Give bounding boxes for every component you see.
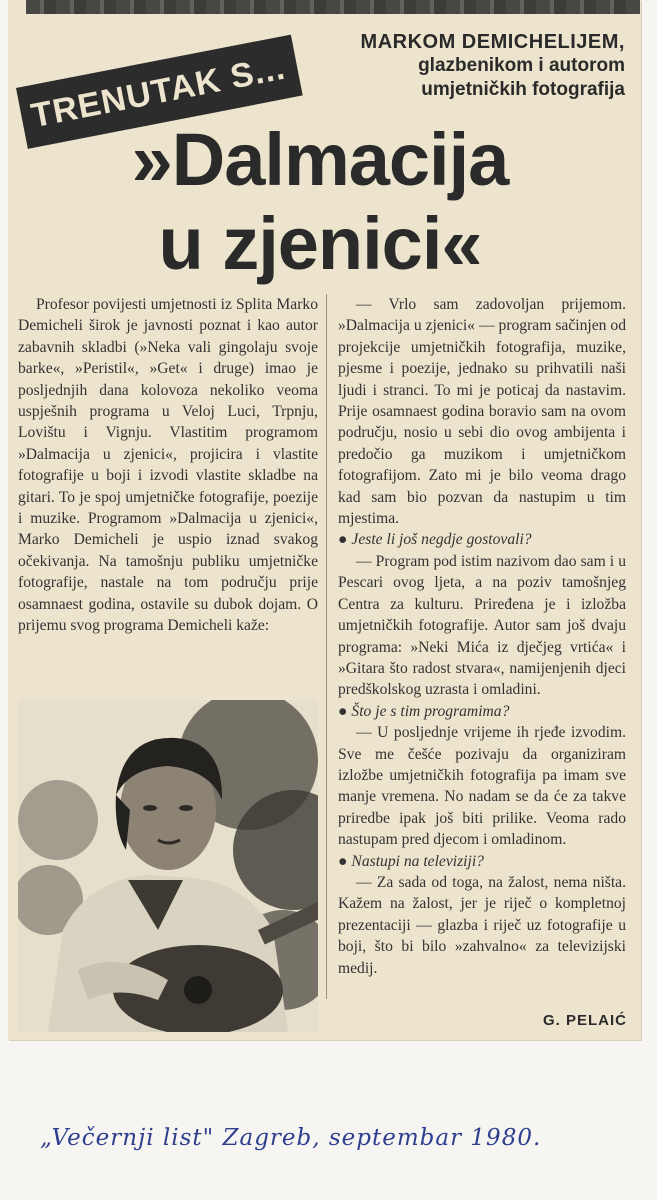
subject-line-2: glazbenikom i autorom: [418, 55, 625, 76]
question-4: [338, 851, 626, 872]
guitarist-photo-illustration: [18, 700, 318, 1032]
headline: [40, 118, 600, 286]
portrait-photo: [18, 700, 318, 1032]
column-divider: [326, 294, 327, 999]
subject-line-3: umjetničkih fotografija: [421, 79, 625, 100]
question-3: [338, 701, 626, 722]
subject-line-1: MARKOM DEMICHELIJEM,: [360, 31, 625, 53]
headline-line-2: u zjenici«: [158, 202, 482, 285]
answer-1: — Vrlo sam zadovoljan prijemom. »Dalmacija u zjenici« — program sačinjen od projekcije umjetničkih fotografija, muzike, pjesme i poezije, jednako su prihvatili naši ljudi i stranci. To mi je poticaj da nastavim. Prije osamnaest godina boravio sam na ovom području, nosio u sebi dio ovog ambijenta i predočio ga muzikom i umjetničkom fotografijom. Zato mi je bilo veoma drago kad sam bio pozvan da nastupim u tim mjestima.: [338, 296, 626, 528]
headline-line-1: »Dalmacija: [131, 118, 509, 201]
question-2: [338, 529, 626, 550]
question-2-text: Jeste li još negdje gostovali?: [351, 531, 532, 549]
torn-header-strip: [26, 0, 640, 14]
answer-3: — U posljednje vrijeme ih rjeđe izvodim. Sve me češće pozivaju da organiziram izložbe umjetničkih fotografija pa imam sve manje vremena. No nadam se da će za takve priredbe ipak još biti prilike. Veoma rado nastupam pred djecom i omladinom.: [338, 724, 626, 849]
intro-paragraph: Profesor povijesti umjetnosti iz Splita Marko Demicheli širok je javnosti poznat i kao autor zabavnih skladbi (»Neka vali gingolaju svoje barke«, »Peristil«, »Get« i druge) imao je posljednjih dana kolovoza nekoliko veoma uspješnih programa u Veloj Luci, Trpnju, Lovištu i Vignju. Vlastitim programom »Dalmacija u zjenici«, projicira i vlastite fotografije u boji i izvodi vlastite skladbe na gitari. To je spoj umjetničke fotografije, poezije i muzike. Programom »Dalmacija u zjenici«, Marko Demicheli je uspio iznad svakog očekivanja. Na tamošnju publiku umjetničke fotografije, nastale na tom području prije osamnaest godina, ostavile su dubok dojam. O prijemu svog programa Demicheli kaže:: [18, 296, 318, 635]
author-byline: G. PELAIĆ: [542, 1012, 627, 1029]
question-3-text: Što je s tim programima?: [351, 702, 510, 720]
answer-2: — Program pod istim nazivom dao sam i u Pescari ovog ljeta, a na poziv tamošnjeg Centra za kulturu. Priređena je i izložba umjetničkih fotografije. Autor sam još dvaju programa: »Neki Mića iz dječjeg vrtića« i »Gitara što radost stvara«, namijenjenih djeci predškolskog uzrasta i omladini.: [338, 552, 626, 699]
interview-column: [338, 294, 626, 979]
question-4-text: Nastupi na televiziji?: [351, 852, 484, 870]
bullet-icon: ●: [338, 531, 348, 549]
bullet-icon: ●: [338, 852, 348, 870]
handwritten-source-note: „Večernji list" Zagreb, septembar 1980.: [40, 1125, 542, 1151]
answer-4: — Za sada od toga, na žalost, nema ništa. Kažem na žalost, jer je riječ o kompletnoj prezentaciji — glazba i riječ uz fotografije u boji, što bi bilo »zahvalno« za televizijski medij.: [338, 873, 626, 977]
kicker-text: TRENUTAK S...: [28, 48, 289, 135]
bullet-icon: ●: [338, 702, 348, 720]
subject-block: [300, 30, 625, 102]
